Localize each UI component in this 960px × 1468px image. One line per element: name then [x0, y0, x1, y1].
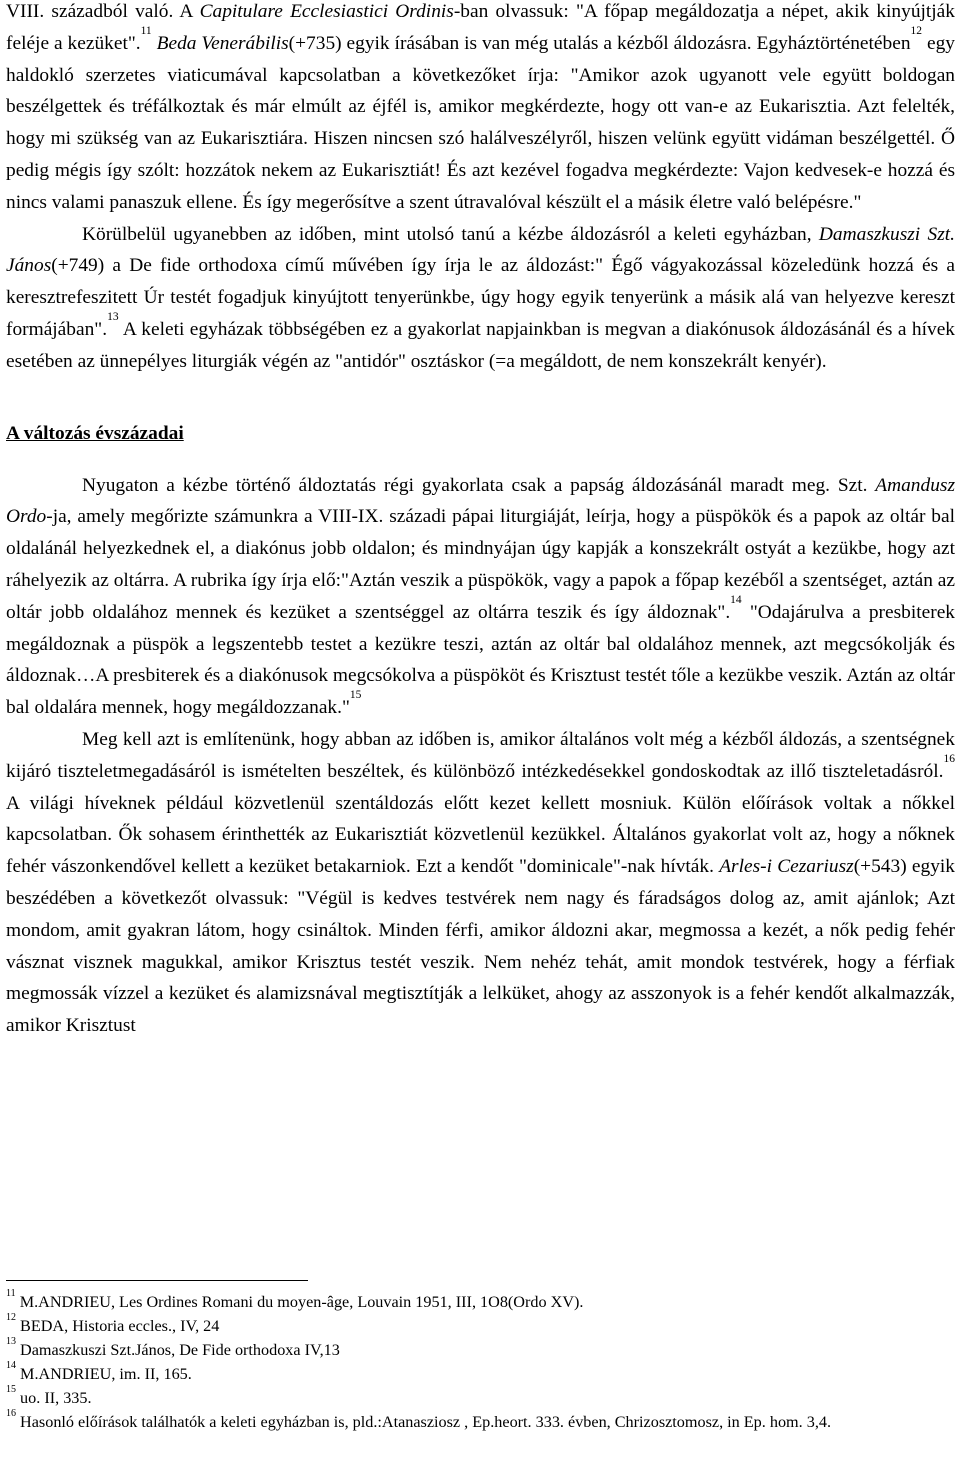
footnote-number: 15	[6, 1384, 16, 1395]
footnote-ref: 16	[943, 752, 955, 765]
italic-text: Capitulare Ecclesiastici Ordinis	[199, 1, 454, 22]
text-run: -ban olvassuk: "A főpap megáldozatja a népet, akik kinyújtják feléje a kezüket".	[6, 1, 955, 54]
italic-text: Damaszkuszi Szt. János	[6, 223, 955, 277]
footnote-separator	[6, 1280, 308, 1281]
footnote	[6, 1362, 955, 1386]
footnote-number: 16	[6, 1408, 16, 1419]
footnote	[6, 1338, 955, 1362]
footnote	[6, 1410, 955, 1434]
text-run: Nyugaton a kézbe történő áldoztatás régi gyakorlata csak a papság áldozásánál maradt meg. Szt.	[82, 474, 876, 496]
footnote-ref: 14	[730, 593, 742, 606]
footnote-ref: 15	[349, 689, 362, 702]
footnote	[6, 1290, 955, 1314]
text-run: A keleti egyházak többségében ez a gyakorlat napjainkban is megvan a diakónusok áldozásánál és a hívek esetében az ünnepélyes liturgiák végén az "antidór" osztáskor (=a megáldott, de nem konszekrált kenyér).	[6, 318, 955, 372]
text-run: Körülbelül ugyanebben az időben, mint utolsó tanú a kézbe áldozásról a keleti egyházban,	[82, 223, 819, 245]
footnote-text: M.ANDRIEU, im. II, 165.	[16, 1365, 192, 1383]
footnote	[6, 1386, 955, 1410]
footnote-text: BEDA, Historia eccles., IV, 24	[16, 1317, 220, 1335]
italic-text: Beda Venerábilis	[156, 32, 289, 54]
text-run: "Odajárulva a presbiterek megáldoznak a püspök a legszentebb testet a kezükre teszi, aztán az oltár bal oldalához mennek, azt megcsókolják és áldoznak…A presbiterek és a diakónusok megcsókolva a püspököt és Krisztust testét tőle a kezükbe veszik. Aztán az oltár bal oldalára mennek, hogy megáldozzanak."	[6, 601, 955, 719]
footnote-text: uo. II, 335.	[16, 1389, 92, 1407]
text-run: VIII. századból való. A	[6, 1, 200, 22]
italic-text: Arles-i Cezariusz	[719, 856, 854, 878]
footnote-text: Hasonló előírások találhatók a keleti egyházban is, pld.:Atanasziosz , Ep.heort. 333. évben, Chrizosztomosz, in Ep. hom. 3,4.	[16, 1413, 832, 1431]
text-run: (+543) egyik beszédében a következőt olvassuk: "Végül is kedves testvérek nem nagy és fáradságos dolog az, amit ajánlok; Azt mondom, amit gyakran látom, hogy csináltok. Minden férfi, amikor áldozni akar, megmossa a kezét, a nők pedig fehér vásznat visznek magukkal, amikor Krisztus testét veszik. Nem nehéz tehát, amit mondok testvérek, hogy a férfiak megmossák vízzel a kezüket és alamizsnával megtisztítják a lelküket, ahogy az asszonyok is a fehér kendőt alkalmazzák, amikor Krisztust	[6, 856, 955, 1037]
text-run: A világi híveknek például közvetlenül szentáldozás előtt kezet kellett mosniuk. Külön előírások voltak a nőkkel kapcsolatban. Ők sohasem érinthették az Eukarisztiát közvetlenül kezükkel. Általános gyakorlat volt az, hogy a nőknek fehér vászonkendővel kellett a kezüket betakarniok. Ezt a kendőt "dominicale"-nak hívták.	[6, 792, 955, 878]
footnote-ref: 12	[910, 24, 923, 37]
text-run: (+749) a De fide orthodoxa című művében így írja le az áldozást:" Égő vágyakozással közeledünk hozzá és a keresztrefeszitett Úr testét fogadjuk kinyújtott tenyerünkbe, úgy hogy egyik tenyerünk a másik alá van helyezve kereszt formájában".	[6, 255, 955, 340]
footnote	[6, 1314, 955, 1338]
text-run: Meg kell azt is említenünk, hogy abban az időben is, amikor általános volt még a kézből áldozás, a szentségnek kijáró tiszteletmegadásáról is ismételten beszéltek, és különböző intézkedésekkel gondoskodtak az illő tiszteletadásról.	[6, 728, 955, 782]
footnotes	[6, 1290, 955, 1434]
body-top	[6, 0, 955, 378]
paragraph	[6, 219, 955, 378]
paragraph	[6, 470, 955, 724]
footnote-number: 11	[6, 1288, 16, 1299]
text-run: (+735) egyik írásában is van még utalás a kézből áldozásra. Egyháztörténetében	[288, 32, 911, 54]
document-page	[6, 0, 955, 1042]
text-run: -ja, amely megőrizte számunkra a VIII-IX. századi pápai liturgiáját, leírja, hogy a püspökök és a papok az oltár bal oldalánál helyezkednek el, a diakónus jobb oldalon; és mindnyájan úgy kapják a konszekrált ostyát a kezükbe, hogy azt ráhelyezik az oltárra. A rubrika így írja elő:"Aztán veszik a püspökök, vagy a papok a főpap kezéből a szentséget, aztán az oltár jobb oldalához mennek és kezüket a szentséggel az oltárra teszik és így áldoznak".	[6, 506, 955, 623]
footnote-ref: 11	[140, 24, 152, 37]
paragraph	[6, 0, 955, 219]
paragraph	[6, 724, 955, 1042]
italic-text: Amandusz Ordo	[6, 474, 955, 528]
footnote-text: M.ANDRIEU, Les Ordines Romani du moyen-âge, Louvain 1951, III, 1O8(Ordo XV).	[15, 1293, 584, 1311]
footnote-number: 12	[6, 1312, 16, 1323]
footnote-ref: 13	[107, 310, 119, 323]
text-run: egy haldokló szerzetes viaticumával kapcsolatban a következőket írja: "Amikor azok ugyanott vele együtt boldogan beszélgettek és tréfálkoztak és már elmúlt az éjfél is, amikor megkérdezte, hogy ott van-e az Eukarisztia. Azt felelték, hogy mi szükség van az Eukarisztiára. Hiszen nincsen szó halálveszélyről, hiszen velünk együtt vidáman beszélgettél. Ő pedig mégis így szólt: hozzátok nekem az Eukarisztiát! És azt kezével fogadva megkérdezte: Vajon kedvesek-e hozzá és nincs valami panaszuk ellene. És így megerősítve a szent útravalóval készült el a másik életre való belépésre."	[6, 32, 955, 213]
section-heading: A változás évszázadai	[6, 422, 184, 444]
footnote-text: Damaszkuszi Szt.János, De Fide orthodoxa IV,13	[16, 1341, 340, 1359]
footnote-number: 13	[6, 1336, 16, 1347]
body-bottom	[6, 470, 955, 1042]
footnote-number: 14	[6, 1360, 16, 1371]
